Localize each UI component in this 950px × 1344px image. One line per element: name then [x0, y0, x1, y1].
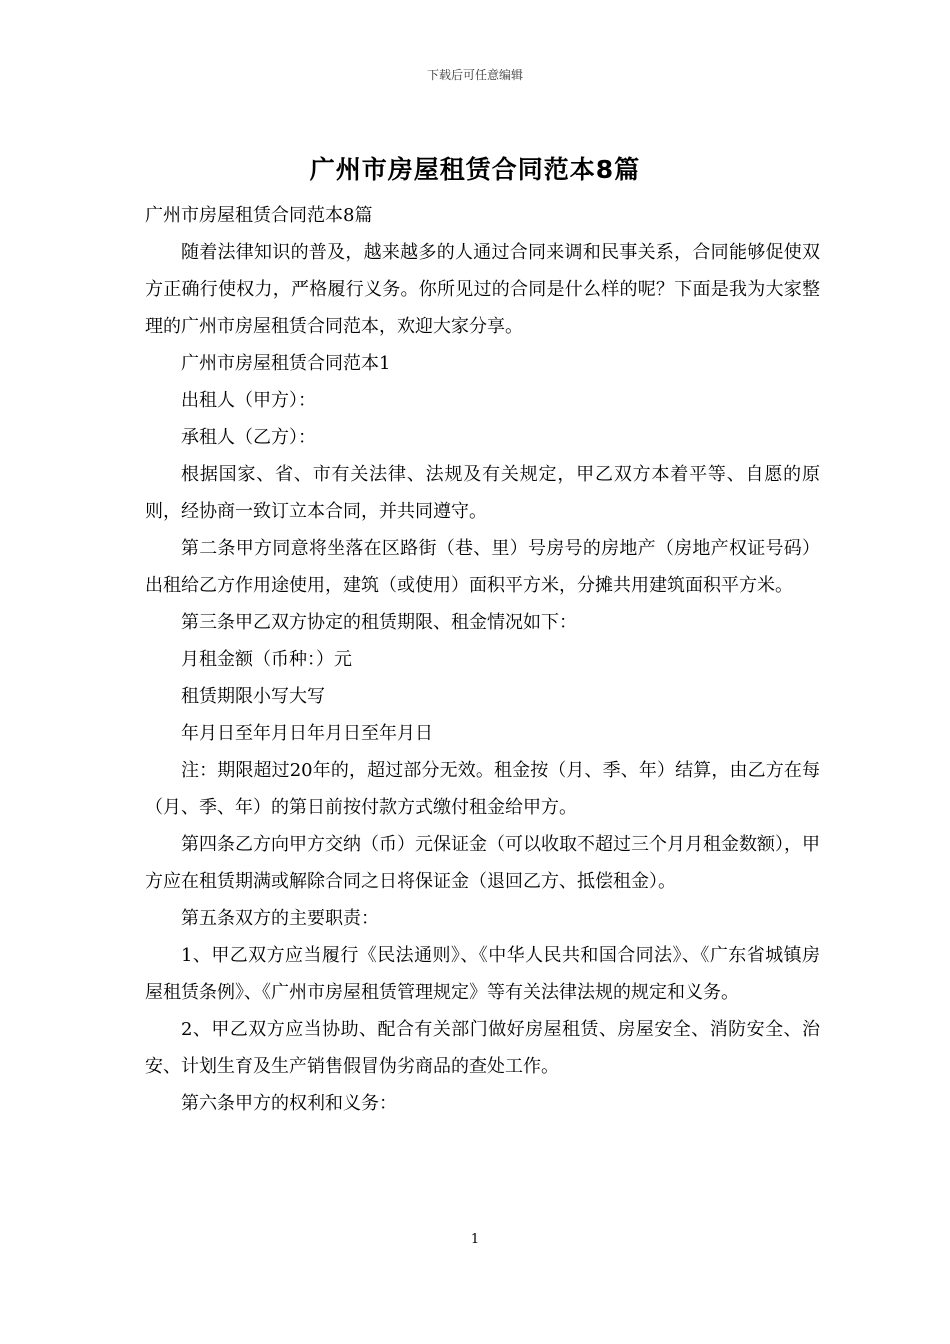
- page-number: 1: [470, 1232, 480, 1247]
- article-2: 第二条甲方同意将坐落在区路街（巷、里）号房号的房地产（房地产权证号码）出租给乙方作用途使用，建筑（或使用）面积平方米，分摊共用建筑面积平方米。: [145, 538, 820, 596]
- date-range-line: 年月日至年月日年月日至年月日: [181, 723, 433, 744]
- lessor-line: 出租人（甲方）：: [181, 390, 316, 411]
- article-5: 第五条双方的主要职责：: [181, 908, 379, 929]
- document-body: [145, 197, 820, 1122]
- duty-item-1: 1、甲乙双方应当履行《民法通则》、《中华人民共和国合同法》、《广东省城镇房屋租赁条例》、《广州市房屋租赁管理规定》等有关法律法规的规定和义务。: [145, 945, 820, 1003]
- note-paragraph: 注：期限超过20年的，超过部分无效。租金按（月、季、年）结算，由乙方在每（月、季、年）的第日前按付款方式缴付租金给甲方。: [145, 760, 820, 818]
- preamble-paragraph: 根据国家、省、市有关法律、法规及有关规定，甲乙双方本着平等、自愿的原则，经协商一致订立本合同，并共同遵守。: [145, 464, 820, 522]
- header-note: 下载后可任意编辑: [426, 68, 523, 82]
- intro-paragraph: 随着法律知识的普及，越来越多的人通过合同来调和民事关系，合同能够促使双方正确行使权力，严格履行义务。你所见过的合同是什么样的呢？下面是我为大家整理的广州市房屋租赁合同范本，欢迎大家分享。: [145, 242, 820, 337]
- monthly-rent-line: 月租金额（币种：）元: [181, 649, 352, 670]
- document-title: 广州市房屋租赁合同范本8篇: [309, 155, 641, 184]
- lease-term-line: 租赁期限小写大写: [181, 686, 325, 707]
- lessee-line: 承租人（乙方）：: [181, 427, 316, 448]
- subtitle-paragraph: 广州市房屋租赁合同范本8篇: [145, 205, 373, 226]
- duty-item-2: 2、甲乙双方应当协助、配合有关部门做好房屋租赁、房屋安全、消防安全、治安、计划生育及生产销售假冒伪劣商品的查处工作。: [145, 1019, 820, 1077]
- article-4: 第四条乙方向甲方交纳（币）元保证金（可以收取不超过三个月月租金数额），甲方应在租赁期满或解除合同之日将保证金（退回乙方、抵偿租金）。: [145, 834, 820, 892]
- article-3: 第三条甲乙双方协定的租赁期限、租金情况如下：: [181, 612, 577, 633]
- section-heading: 广州市房屋租赁合同范本1: [181, 353, 391, 374]
- article-6: 第六条甲方的权利和义务：: [181, 1093, 397, 1114]
